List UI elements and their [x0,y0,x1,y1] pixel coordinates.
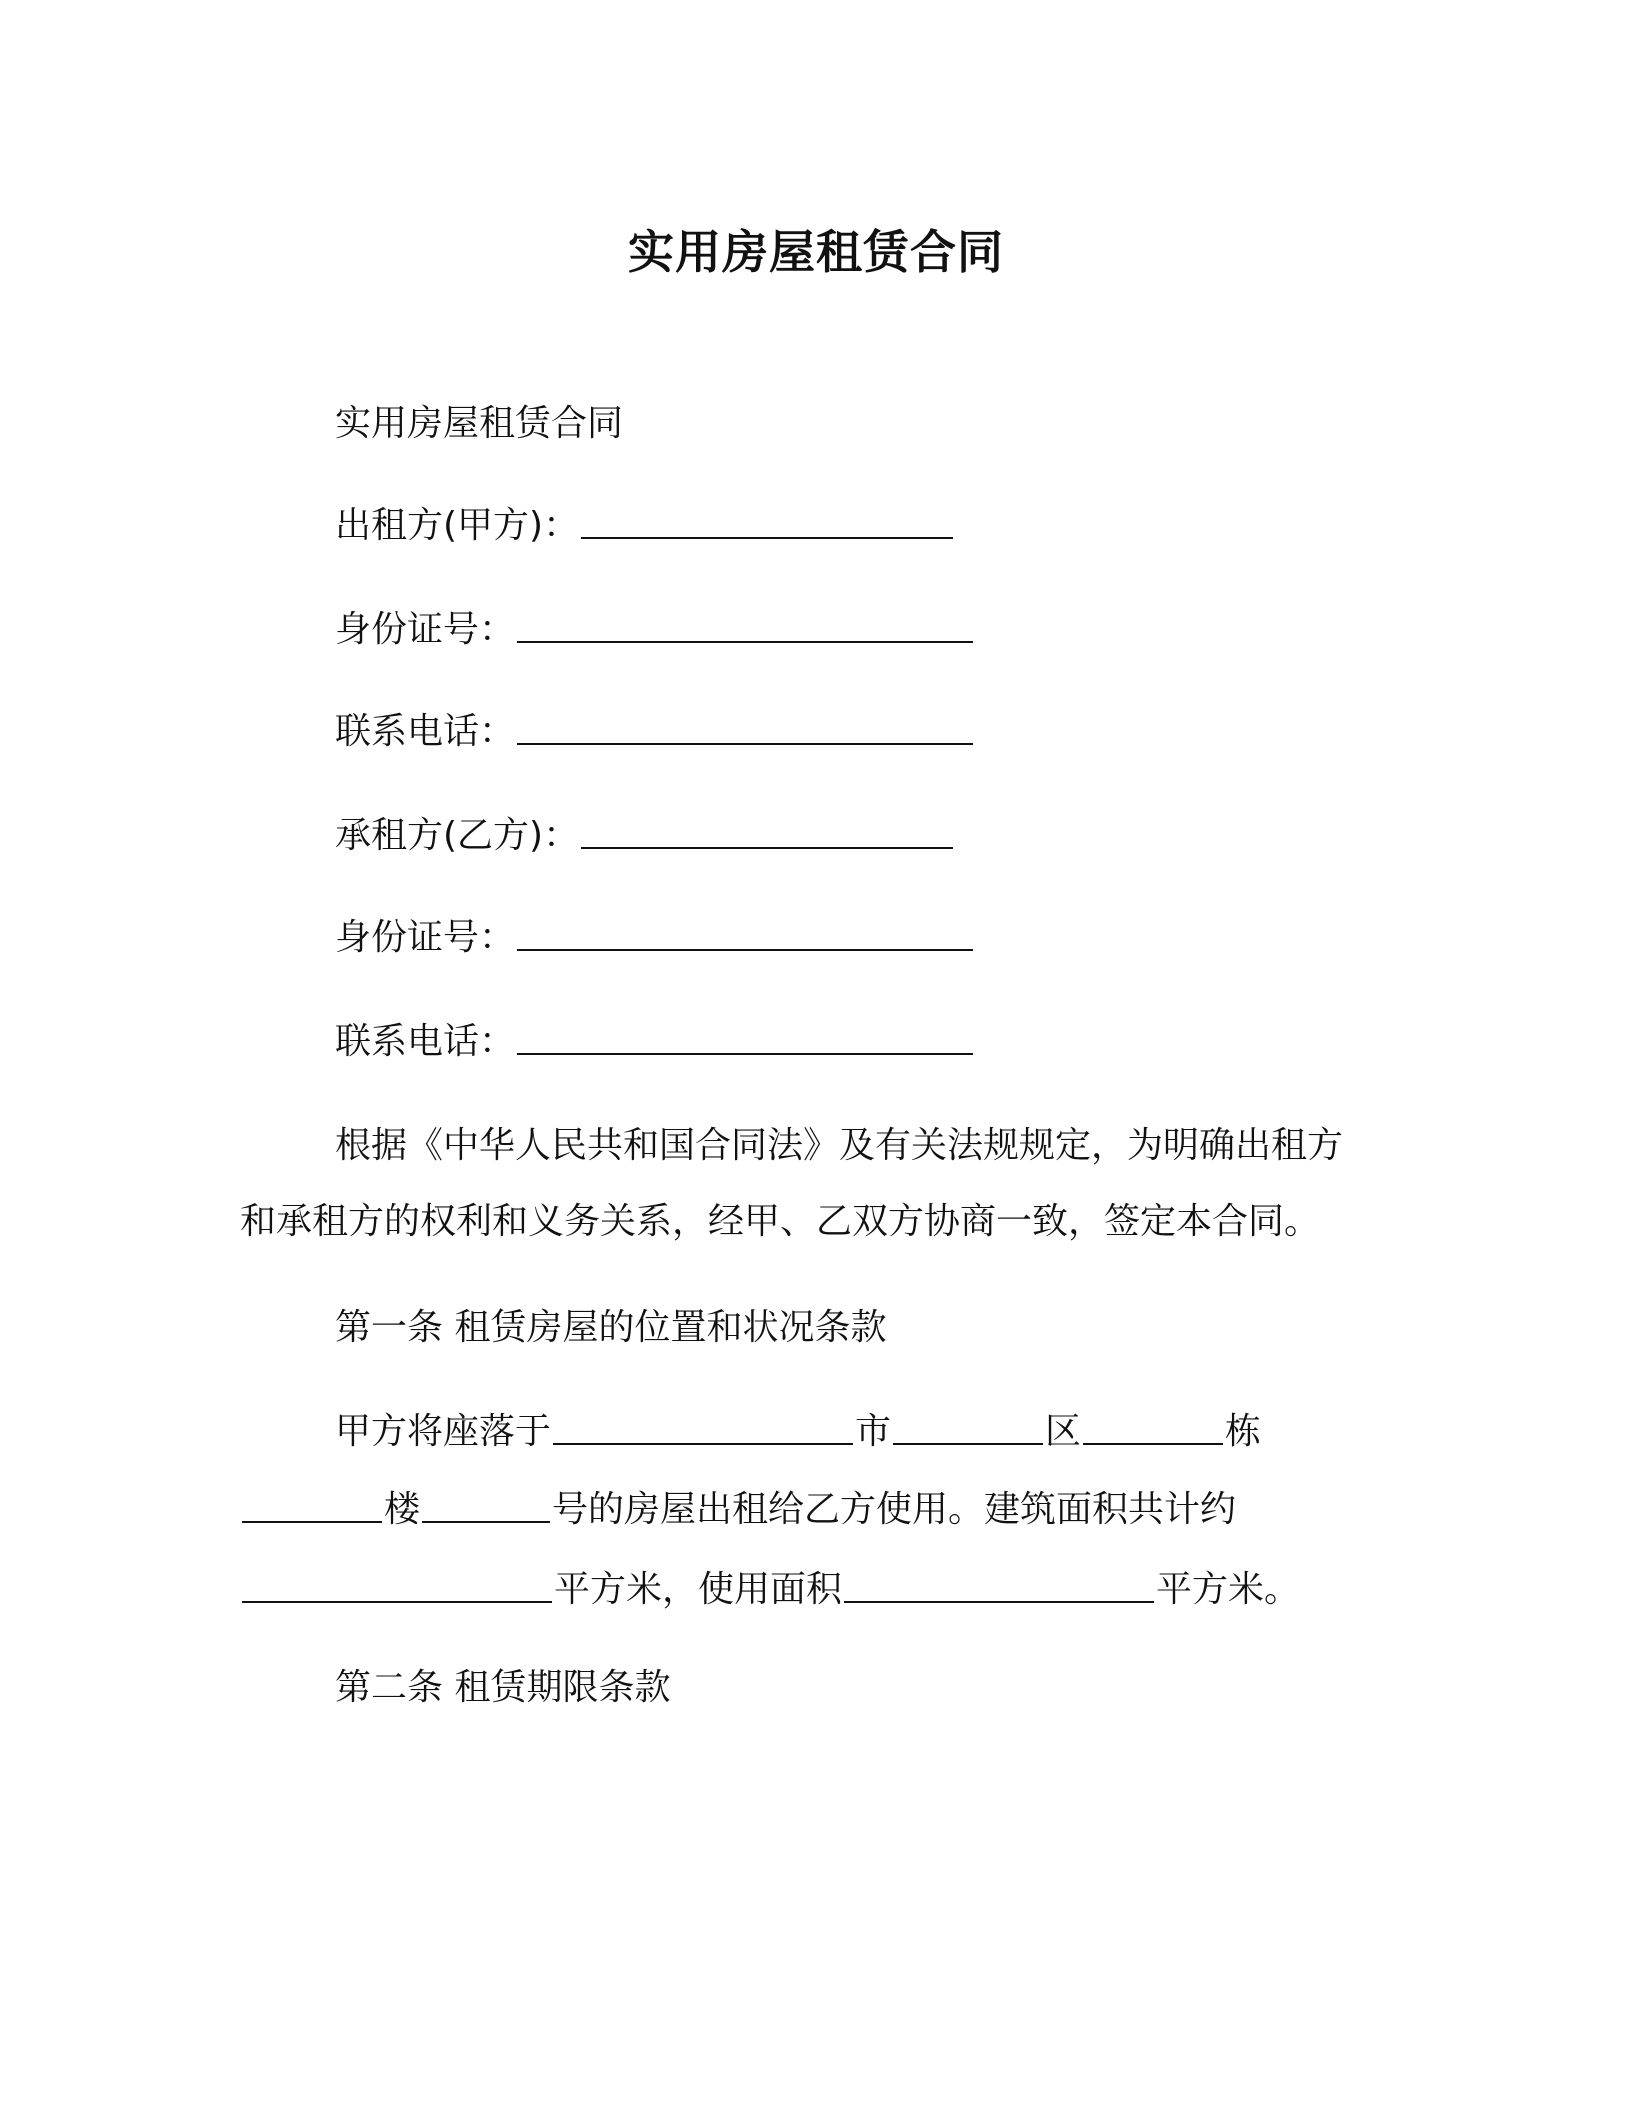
usable-area-blank [844,1569,1154,1603]
preamble-line-2: 和承租方的权利和义务关系，经甲、乙双方协商一致，签定本合同。 [240,1201,1321,1242]
party-b-phone-line [335,1018,975,1066]
document-title: 实用房屋租赁合同 [628,225,1004,279]
city-label: 市 [855,1411,892,1452]
city-blank [553,1411,853,1445]
party-a-label: 出租方(甲方)： [335,505,580,546]
district-label: 区 [1045,1411,1082,1452]
number-clause: 号的房屋出租给乙方使用。建筑面积共计约 [552,1489,1237,1530]
article1-prefix: 甲方将座落于 [335,1411,552,1452]
party-b-line [335,812,955,860]
sqm-label-1: 平方米，使用面积 [554,1569,843,1610]
building-area-blank [242,1569,552,1603]
floor-label: 楼 [384,1489,421,1530]
party-a-phone-blank [517,711,973,745]
party-a-phone-line [335,708,975,756]
party-b-phone-label: 联系电话： [335,1021,516,1062]
party-b-id-line [335,914,975,962]
number-blank [422,1489,550,1523]
party-b-label: 承租方(乙方)： [335,815,580,856]
subtitle: 实用房屋租赁合同 [335,403,624,444]
party-a-id-blank [517,609,973,643]
district-blank [893,1411,1043,1445]
party-a-id-label: 身份证号： [335,609,516,650]
building-blank [1083,1411,1223,1445]
party-b-blank [581,815,953,849]
party-a-phone-label: 联系电话： [335,711,516,752]
party-a-blank [581,505,953,539]
sqm-label-2: 平方米。 [1156,1569,1301,1610]
article1-line-1 [335,1408,1261,1456]
party-b-id-blank [517,917,973,951]
party-a-id-line [335,606,975,654]
article1-line-3 [240,1566,1300,1614]
article1-line-2 [240,1486,1236,1534]
article1-heading: 第一条 租赁房屋的位置和状况条款 [335,1307,887,1348]
article2-heading: 第二条 租赁期限条款 [335,1667,671,1708]
building-label: 栋 [1225,1411,1262,1452]
preamble-line-1: 根据《中华人民共和国合同法》及有关法规规定，为明确出租方 [335,1125,1344,1166]
party-b-id-label: 身份证号： [335,917,516,958]
party-a-line [335,502,955,550]
party-b-phone-blank [517,1021,973,1055]
floor-num-blank [242,1489,382,1523]
